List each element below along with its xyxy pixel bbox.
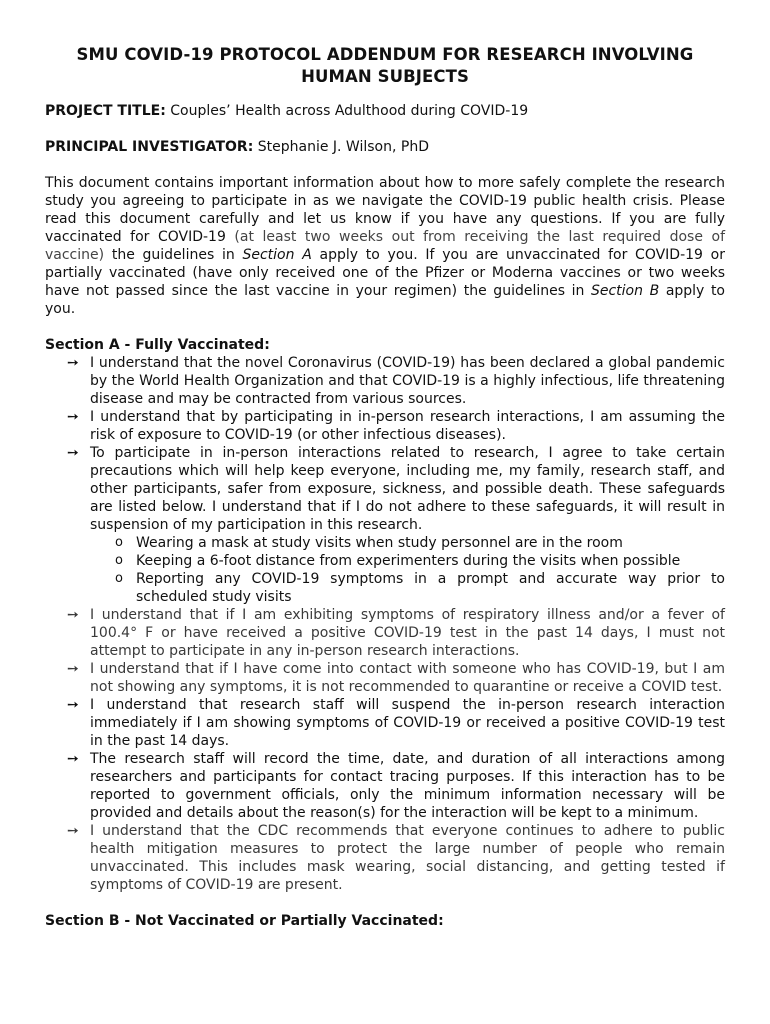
project-title-value: Couples’ Health across Adulthood during COVID-19 xyxy=(170,103,529,119)
arrow-icon: ➙ xyxy=(67,697,79,713)
list-item xyxy=(45,606,725,660)
intro-text-2: (at least two weeks out from receiving the last required dose of vaccine) xyxy=(45,229,725,263)
arrow-icon: ➙ xyxy=(67,661,79,677)
project-title-line xyxy=(45,102,725,120)
list-item-text: To participate in in-person interactions related to research, I agree to take certain precautions which will help keep everyone, including me, my family, research staff, and other participants, safer from exposure, sickness, and possible death. These safeguards are listed below. I understand that if I do not adhere to these safeguards, it will result in suspension of my participation in this research. xyxy=(90,445,725,533)
principal-investigator-line xyxy=(45,138,725,156)
list-item-text: The research staff will record the time, date, and duration of all interactions among researchers and participants for contact tracing purposes. If this interaction has to be reported to government officials, only the minimum information necessary will be provided and details about the reason(s) for the interaction will be kept to a minimum. xyxy=(90,751,725,821)
intro-paragraph xyxy=(45,174,725,318)
bullet-icon: o xyxy=(115,571,123,586)
intro-text-5: apply to you. xyxy=(45,283,726,317)
sub-list-item-text: Keeping a 6-foot distance from experimenters during the visits when possible xyxy=(136,553,681,569)
arrow-icon: ➙ xyxy=(67,409,79,425)
list-item-text: I understand that the CDC recommends that everyone continues to adhere to public health mitigation measures to protect the large number of people who remain unvaccinated. This includes mask wearing, social distancing, and getting tested if symptoms of COVID-19 are present. xyxy=(90,823,725,893)
list-item xyxy=(45,822,725,894)
sub-list-item xyxy=(90,552,725,570)
bullet-icon: o xyxy=(115,535,123,550)
intro-text-1: This document contains important information about how to more safely complete the research study you agreeing to participate in as we navigate the COVID-19 public health crisis. Please read this document carefully and let us know if you have any questions. If you are fully vaccinated for COVID-19 xyxy=(45,175,725,245)
section-a-heading: Section A - Fully Vaccinated: xyxy=(45,337,270,353)
safeguards-sublist xyxy=(90,534,725,606)
intro-text-3: the guidelines in xyxy=(104,247,243,263)
list-item-text: I understand that research staff will suspend the in-person research interaction immediately if I am showing symptoms of COVID-19 or received a positive COVID-19 test in the past 14 days. xyxy=(90,697,725,749)
list-item-text: I understand that if I have come into contact with someone who has COVID-19, but I am not showing any symptoms, it is not recommended to quarantine or receive a COVID test. xyxy=(90,661,725,695)
sub-list-item-text: Wearing a mask at study visits when study personnel are in the room xyxy=(136,535,623,551)
arrow-icon: ➙ xyxy=(67,823,79,839)
list-item xyxy=(45,408,725,444)
section-b-heading: Section B - Not Vaccinated or Partially Vaccinated: xyxy=(45,913,444,929)
sub-list-item xyxy=(90,570,725,606)
list-item xyxy=(45,660,725,696)
list-item-text: I understand that the novel Coronavirus (COVID-19) has been declared a global pandemic by the World Health Organization and that COVID-19 is a highly infectious, life threatening disease and may be contracted from various sources. xyxy=(90,355,725,407)
arrow-icon: ➙ xyxy=(67,445,79,461)
principal-investigator-label: PRINCIPAL INVESTIGATOR: xyxy=(45,139,254,155)
arrow-icon: ➙ xyxy=(67,751,79,767)
sub-list-item xyxy=(90,534,725,552)
intro-section-a-ref: Section A xyxy=(242,247,312,263)
arrow-icon: ➙ xyxy=(67,607,79,623)
list-item-text: I understand that if I am exhibiting symptoms of respiratory illness and/or a fever of 100.4° F or have received a positive COVID-19 test in the past 14 days, I must not attempt to participate in any in-person research interactions. xyxy=(90,607,725,659)
list-item xyxy=(45,696,725,750)
intro-section-b-ref: Section B xyxy=(590,283,660,299)
list-item-text: I understand that by participating in in-person research interactions, I am assuming the risk of exposure to COVID-19 (or other infectious diseases). xyxy=(90,409,725,443)
intro-text-4: apply to you. If you are unvaccinated for COVID-19 or partially vaccinated (have only received one of the Pfizer or Moderna vaccines or two weeks have not passed since the last vaccine in your regimen) the guidelines in xyxy=(45,247,725,299)
arrow-icon: ➙ xyxy=(67,355,79,371)
bullet-icon: o xyxy=(115,553,123,568)
sub-list-item-text: Reporting any COVID-19 symptoms in a prompt and accurate way prior to scheduled study visits xyxy=(136,571,725,605)
principal-investigator-value: Stephanie J. Wilson, PhD xyxy=(257,139,429,155)
section-a-list xyxy=(45,354,725,894)
list-item xyxy=(45,750,725,822)
document-title: SMU COVID-19 PROTOCOL ADDENDUM FOR RESEARCH INVOLVING HUMAN SUBJECTS xyxy=(76,45,694,86)
list-item xyxy=(45,444,725,606)
project-title-label: PROJECT TITLE: xyxy=(45,103,166,119)
list-item xyxy=(45,354,725,408)
